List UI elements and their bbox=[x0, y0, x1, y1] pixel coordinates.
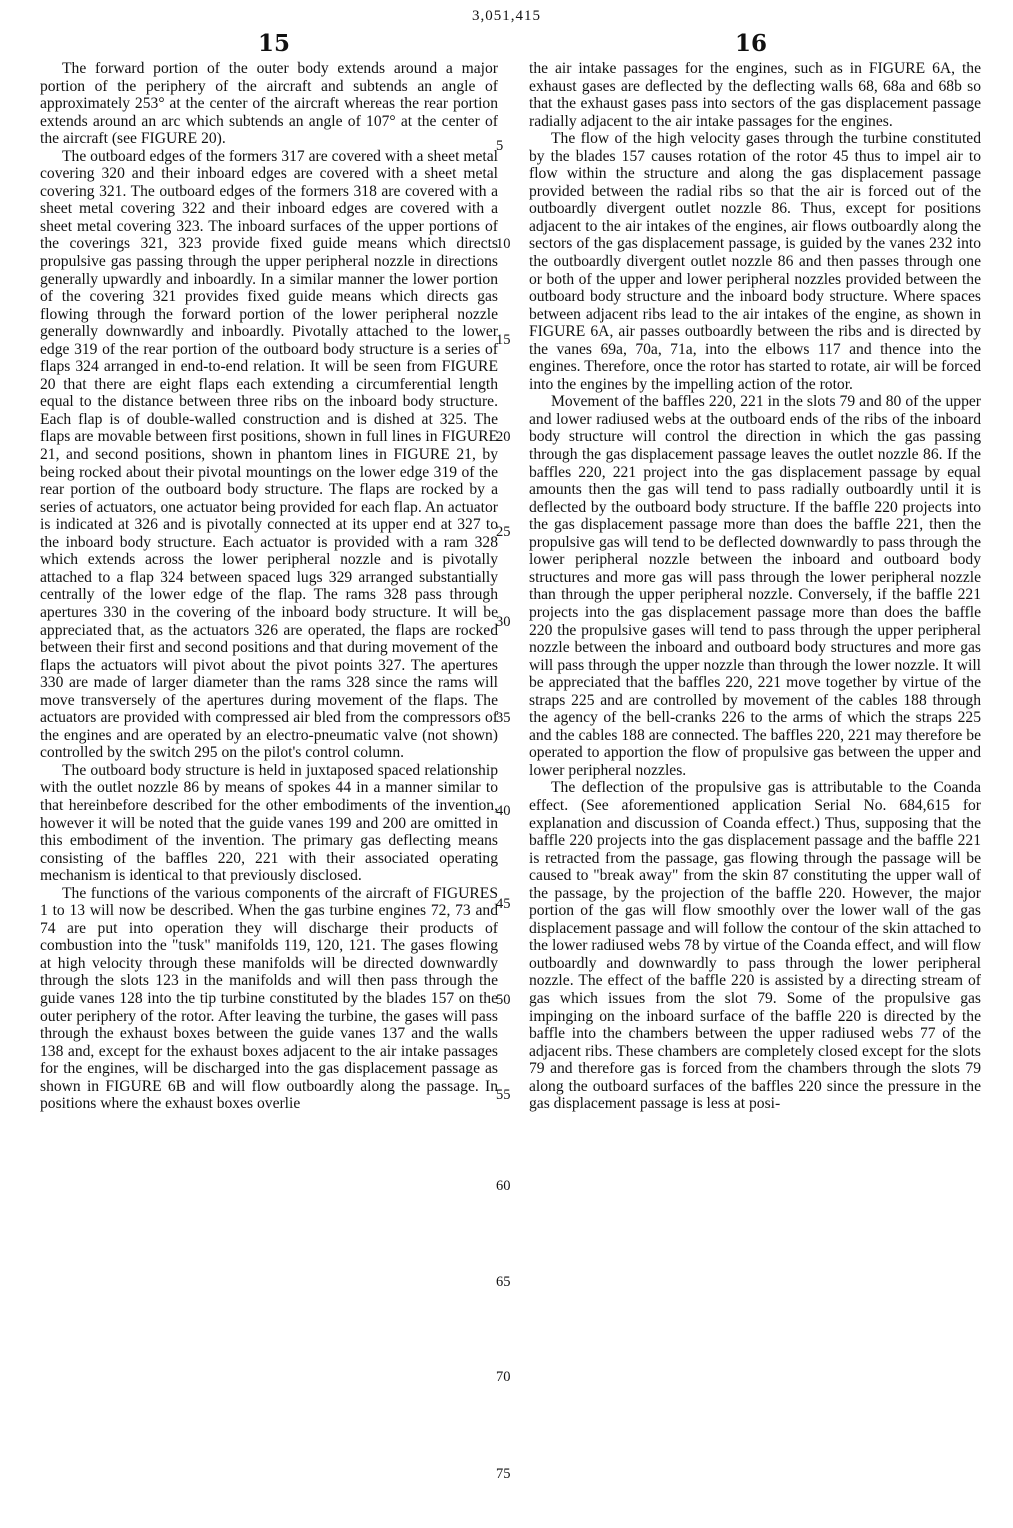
right-text-column bbox=[529, 60, 981, 1113]
line-number: 50 bbox=[496, 992, 511, 1008]
right-page-number: 16 bbox=[735, 30, 768, 57]
paragraph: the air intake passages for the engines, such as in FIGURE 6A, the exhaust gases are deflected by the deflecting walls 68, 68a and 68b so that the exhaust gases pass into sectors of the gas displacement passage radially adjacent to the air intake passages for the engines. bbox=[529, 60, 981, 130]
line-number: 60 bbox=[496, 1178, 511, 1194]
line-number: 35 bbox=[496, 710, 511, 726]
line-number: 25 bbox=[496, 524, 511, 540]
paragraph: The functions of the various components of the aircraft of FIGURES 1 to 13 will now be described. When the gas turbine engines 72, 73 and 74 are put into operation they will discharge their products of combustion into the "tusk" manifolds 119, 120, 121. The gases flowing at high velocity through these manifolds will be directed downwardly through the slots 123 in the manifolds and will then pass through the guide vanes 128 into the tip turbine constituted by the blades 157 on the outer periphery of the rotor. After leaving the turbine, the gases will pass through the exhaust boxes between the guide vanes 137 and the walls 138 and, except for the exhaust boxes adjacent to the air intake passages for the engines, will be discharged into the gas displacement passage as shown in FIGURE 6B and will flow outboardly along the passage. In positions where the exhaust boxes overlie bbox=[40, 884, 498, 1113]
line-number: 45 bbox=[496, 896, 511, 912]
line-number: 75 bbox=[496, 1466, 511, 1482]
paragraph: The outboard edges of the formers 317 are covered with a sheet metal covering 320 and their inboard edges are covered with a sheet metal covering 321. The outboard edges of the formers 318 are covered with a sheet metal covering 322 and their inboard edges are covered with a sheet metal covering 323. The inboard surfaces of the upper portions of the coverings 321, 323 provide fixed guide means which directs propulsive gas passing through the upper peripheral nozzle in directions generally upwardly and inboardly. In a similar manner the lower portion of the covering 321 provides fixed guide means which directs gas flowing through the forward portion of the lower peripheral nozzle generally downwardly and inboardly. Pivotally attached to the lower edge 319 of the rear portion of the outboard body structure is a series of flaps 324 arranged in end-to-end relation. It will be seen from FIGURE 20 that there are eight flaps each extending a circumferential length equal to the distance between three ribs on the inboard body structure. Each flap is of double-walled construction and is dished at 325. The flaps are movable between first positions, shown in full lines in FIGURE 21, and second positions, shown in phantom lines in FIGURE 21, by being rocked about their pivotal mountings on the lower edge 319 of the rear portion of the outboard body structure. The flaps are rocked by a series of actuators, one actuator being provided for each flap. An actuator is indicated at 326 and is pivotally connected at its upper end at 327 to the inboard body structure. Each actuator is provided with a ram 328 which extends across the lower peripheral nozzle and is pivotally attached to a flap 324 between spaced lugs 329 arranged substantially centrally of the lower edge of the flap. The rams 328 pass through apertures 330 in the covering of the inboard body structure. It will be appreciated that, as the actuators 326 are operated, the flaps are rocked between their first and second positions and that during movement of the flaps the actuators will pivot about the pivot points 327. The apertures 330 are made of larger diameter than the rams 328 since the rams will move transversely of the apertures during movement of the flaps. The actuators are provided with compressed air bled from the compressors of the engines and are operated by an electro-pneumatic valve (not shown) controlled by the switch 295 on the pilot's control column. bbox=[40, 147, 498, 762]
paragraph: The forward portion of the outer body extends around a major portion of the periphery of the aircraft and subtends an angle of approximately 253° at the center of the aircraft whereas the rear portion extends around an arc which subtends an angle of 107° at the center of the aircraft (see FIGURE 20). bbox=[40, 60, 498, 148]
patent-number: 3,051,415 bbox=[472, 8, 541, 24]
line-number-gutter bbox=[496, 60, 520, 1520]
paragraph: Movement of the baffles 220, 221 in the slots 79 and 80 of the upper and lower radiused webs at the outboard ends of the ribs of the inboard body structure will control the direction in which the gas passing through the gas displacement passage leaves the outlet nozzle 86. If the baffles 220, 221 project into the gas displacement passage by equal amounts then the gas will tend to pass radially outboardly until it is deflected by the outboard body structure. If the baffle 220 projects into the gas displacement passage more than does the baffle 221, then the propulsive gas will tend to be deflected downwardly to pass through the lower peripheral nozzle between the inboard and outboard body structures and more gas will pass through the lower peripheral nozzle than through the upper peripheral nozzle. Conversely, if the baffle 221 projects into the gas displacement passage more than does the baffle 220 the propulsive gases will tend to pass through the upper peripheral nozzle between the inboard and outboard body structures and more gas will pass through the upper nozzle than through the lower nozzle. It will be appreciated that the baffles 220, 221 move together by virtue of the straps 225 and are controlled by movement of the cables 188 through the agency of the bell-cranks 226 to the arms of which the straps 225 and the cables 188 are connected. The baffles 220, 221 may therefore be operated to apportion the flow of propulsive gas between the upper and lower peripheral nozzles. bbox=[529, 393, 981, 779]
left-text-column bbox=[40, 60, 498, 1113]
line-number: 70 bbox=[496, 1369, 511, 1385]
line-number: 40 bbox=[496, 803, 511, 819]
line-number: 30 bbox=[496, 614, 511, 630]
line-number: 10 bbox=[496, 236, 511, 252]
paragraph: The outboard body structure is held in juxtaposed spaced relationship with the outlet nozzle 86 by means of spokes 44 in a manner similar to that hereinbefore described for the other embodiments of the invention, however it will be noted that the guide vanes 199 and 200 are omitted in this embodiment of the invention. The primary gas deflecting means consisting of the baffles 220, 221 with their associated operating mechanism is identical to that previously disclosed. bbox=[40, 761, 498, 885]
line-number: 65 bbox=[496, 1274, 511, 1290]
paragraph: The flow of the high velocity gases through the turbine constituted by the blades 157 causes rotation of the rotor 45 thus to impel air to flow within the structure and along the gas displacement passage provided between the radial ribs so that the air is forced out of the outboardly divergent outlet nozzle 86. Thus, except for positions adjacent to the air intakes of the engines, air flows outboardly along the sectors of the gas displacement passage, is guided by the vanes 232 into the outboardly divergent outlet nozzle 86 and then passes through one or both of the upper and lower peripheral nozzles provided between the outboard body structure and the inboard body structure. Where spaces between adjacent ribs lead to the air intakes of the engine, as shown in FIGURE 6A, air passes outboardly between the ribs and is directed by the vanes 69a, 70a, 71a, into the elbows 117 and thence into the engines. Therefore, once the rotor has started to rotate, air will be forced into the engines by the impelling action of the rotor. bbox=[529, 130, 981, 393]
line-number: 55 bbox=[496, 1087, 511, 1103]
left-page-number: 15 bbox=[258, 30, 291, 57]
paragraph: The deflection of the propulsive gas is attributable to the Coanda effect. (See aforementioned application Serial No. 684,615 for explanation and discussion of Coanda effect.) Thus, supposing that the baffle 220 projects into the gas displacement passage and the baffle 221 is retracted from the passage, gas flowing through the passage will be caused to "break away" from the skin 87 constituting the upper wall of the passage, by the projection of the baffle 220. However, the major portion of the gas will flow smoothly over the lower wall of the gas displacement passage and will follow the contour of the skin attached to the lower radiused webs 78 by virtue of the Coanda effect, and will flow outboardly and downwardly to pass through the lower peripheral nozzle. The effect of the baffle 220 is assisted by a directing stream of gas which issues from the slot 79. Some of the propulsive gas impinging on the inboard surface of the baffle 220 is directed by the baffle into the chambers between the upper radiused webs 77 of the adjacent ribs. These chambers are completely closed except for the slots 79 and therefore gas is forced from the chambers through the slots 79 along the outboard surfaces of the baffles 220 since the pressure in the gas displacement passage is less at posi- bbox=[529, 779, 981, 1113]
line-number: 15 bbox=[496, 332, 511, 348]
page-header bbox=[0, 8, 1013, 56]
line-number: 20 bbox=[496, 429, 511, 445]
line-number: 5 bbox=[496, 138, 504, 154]
